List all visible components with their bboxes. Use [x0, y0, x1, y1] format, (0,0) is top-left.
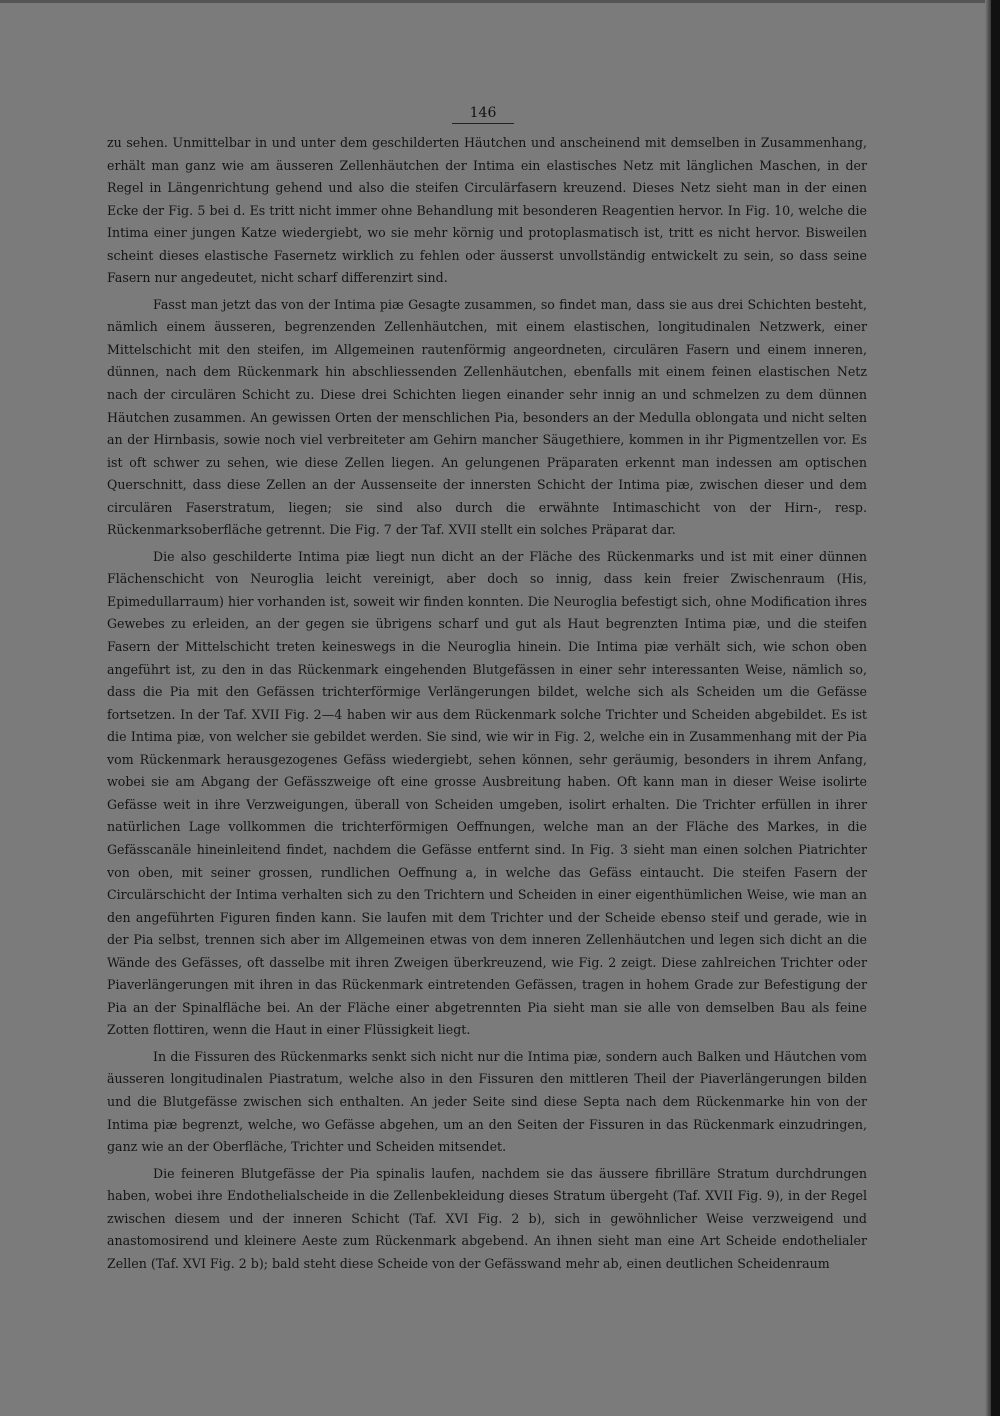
- page-number: 146: [452, 104, 514, 124]
- page-right-edge: [991, 0, 1000, 1416]
- paragraph: Die also geschilderte Intima piæ liegt nun dicht an der Fläche des Rückenmarks und ist mit einer dünnen Flächenschicht von Neuroglia leicht vereinigt, aber doch so innig, dass kein freier Zwischenraum (His, Epimedullarraum) hier vorhanden ist, soweit wir finden konnten. Die Neuroglia befestigt sich, ohne Modification ihres Gewebes zu erleiden, an der gegen sie übrigens scharf und gut als Haut begrenzten Intima piæ, und die steifen Fasern der Mittelschicht treten keineswegs in die Neuroglia hinein. Die Intima piæ verhält sich, wie schon oben angeführt ist, zu den in das Rückenmark eingehenden Blutgefässen in einer sehr interessanten Weise, nämlich so, dass die Pia mit den Gefässen trichterförmige Verlängerungen bildet, welche sich als Scheiden um die Gefässe fortsetzen. In der Taf. XVII Fig. 2—4 haben wir aus dem Rückenmark solche Trichter und Scheiden abgebildet. Es ist die Intima piæ, von welcher sie gebildet werden. Sie sind, wie wir in Fig. 2, welche ein in Zusammenhang mit der Pia vom Rückenmark herausgezogenes Gefäss wiedergiebt, sehen können, sehr geräumig, besonders in ihrem Anfang, wobei sie am Abgang der Gefässzweige oft eine grosse Ausbreitung haben. Oft kann man in dieser Weise isolirte Gefässe weit in ihre Verzweigungen, überall von Scheiden umgeben, isolirt erhalten. Die Trichter erfüllen in ihrer natürlichen Lage vollkommen die trichterförmigen Oeffnungen, welche man an der Fläche des Markes, in die Gefässcanäle hineinleitend findet, nachdem die Gefässe entfernt sind. In Fig. 3 sieht man einen solchen Piatrichter von oben, mit seiner grossen, rundlichen Oeffnung a, in welche das Gefäss eintaucht. Die steifen Fasern der Circulärschicht der Intima verhalten sich zu den Trichtern und Scheiden in einer eigenthümlichen Weise, wie man an den angeführten Figuren finden kann. Sie laufen mit dem Trichter und der Scheide ebenso steif und gerade, wie in der Pia selbst, trennen sich aber im Allgemeinen etwas von dem inneren Zellenhäutchen und legen sich dicht an die Wände des Gefässes, oft dasselbe mit ihren Zweigen überkreuzend, wie Fig. 2 zeigt. Diese zahlreichen Trichter oder Piaverlängerungen mit ihren in das Rückenmark eintretenden Gefässen, tragen in hohem Grade zur Befestigung der Pia an der Spinalfläche bei. An der Fläche einer abgetrennten Pia sieht man sie alle von demselben Bau als feine Zotten flottiren, wenn die Haut in einer Flüssigkeit liegt.: [107, 548, 867, 1038]
- paragraph: Die feineren Blutgefässe der Pia spinalis laufen, nachdem sie das äussere fibrilläre Stratum durchdrungen haben, wobei ihre Endothelialscheide in die Zellenbekleidung dieses Stratum übergeht (Taf. XVII Fig. 9), in der Regel zwischen diesem und der inneren Schicht (Taf. XVI Fig. 2 b), sich in gewöhnlicher Weise verzweigend und anastomosirend und kleinere Aeste zum Rückenmark abgebend. An ihnen sieht man eine Art Scheide endothelialer Zellen (Taf. XVI Fig. 2 b); bald steht diese Scheide von der Gefässwand mehr ab, einen deutlichen Scheidenraum: [107, 1165, 867, 1271]
- paragraph: Fasst man jetzt das von der Intima piæ Gesagte zusammen, so findet man, dass sie aus drei Schichten besteht, nämlich einem äusseren, begrenzenden Zellenhäutchen, mit einem elastischen, longitudinalen Netzwerk, einer Mittelschicht mit den steifen, im Allgemeinen rautenförmig angeordneten, circulären Fasern und einem inneren, dünnen, nach dem Rückenmark hin abschliessenden Zellenhäutchen, ebenfalls mit einem feinen elastischen Netz nach der circulären Schicht zu. Diese drei Schichten liegen einander sehr innig an und schmelzen zu dem dünnen Häutchen zusammen. An gewissen Orten der menschlichen Pia, besonders an der Medulla oblongata und nicht selten an der Hirnbasis, sowie noch viel verbreiteter am Gehirn mancher Säugethiere, kommen in ihr Pigmentzellen vor. Es ist oft schwer zu sehen, wie diese Zellen liegen. An gelungenen Präparaten erkennt man indessen am optischen Querschnitt, dass diese Zellen an der Aussenseite der innersten Schicht der Intima piæ, zwischen dieser und dem circulären Faserstratum, liegen; sie sind also durch die erwähnte Intimaschicht von der Hirn-, resp. Rückenmarksoberfläche getrennt. Die Fig. 7 der Taf. XVII stellt ein solches Präparat dar.: [107, 296, 867, 538]
- body-text: [107, 132, 867, 1275]
- paragraph: zu sehen. Unmittelbar in und unter dem geschilderten Häutchen und anscheinend mit demselben in Zusammenhang, erhält man ganz wie am äusseren Zellenhäutchen der Intima ein elastisches Netz mit länglichen Maschen, in der Regel in Längenrichtung gehend und also die steifen Circulärfasern kreuzend. Dieses Netz sieht man in der einen Ecke der Fig. 5 bei d. Es tritt nicht immer ohne Behandlung mit besonderen Reagentien hervor. In Fig. 10, welche die Intima einer jungen Katze wiedergiebt, wo sie mehr körnig und protoplasmatisch ist, tritt es nicht hervor. Bisweilen scheint dieses elastische Fasernetz wirklich zu fehlen oder äusserst unvollständig entwickelt zu sein, so dass seine Fasern nur angedeutet, nicht scharf differenzirt sind.: [107, 135, 867, 286]
- page-top-edge: [0, 0, 1000, 3]
- paragraph: In die Fissuren des Rückenmarks senkt sich nicht nur die Intima piæ, sondern auch Balken und Häutchen vom äusseren longitudinalen Piastratum, welche also in den Fissuren den mittleren Theil der Piaverlängerungen bilden und die Blutgefässe zwischen sich enthalten. An jeder Seite sind diese Septa nach dem Rückenmarke hin von der Intima piæ begrenzt, welche, wo Gefässe abgehen, um an den Seiten der Fissuren in das Rückenmark einzudringen, ganz wie an der Oberfläche, Trichter und Scheiden mitsendet.: [107, 1048, 867, 1155]
